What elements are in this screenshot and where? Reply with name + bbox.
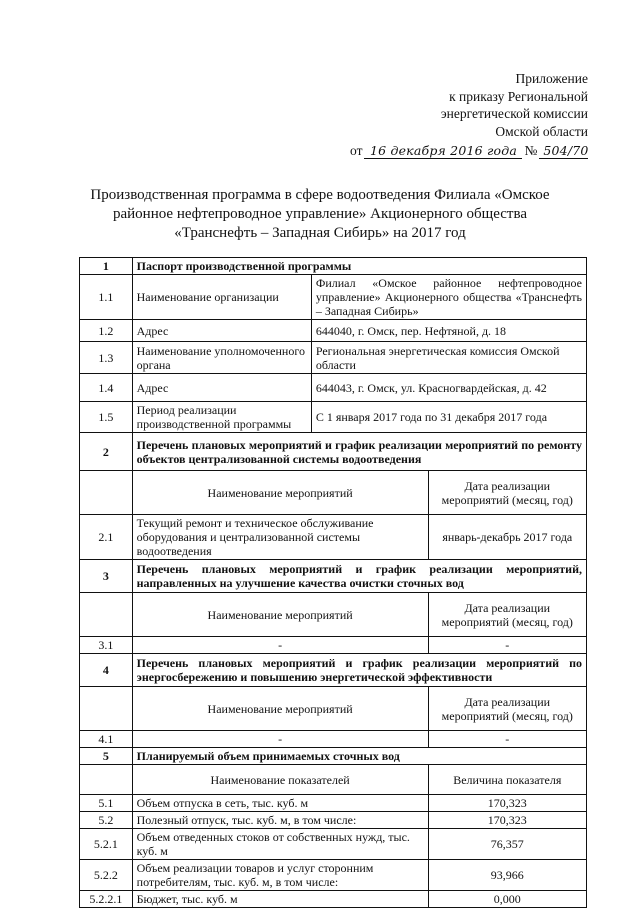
row-value: 170,323	[428, 812, 586, 829]
row-value: 76,357	[428, 829, 586, 860]
row-label: Наименование уполномоченного органа	[132, 342, 311, 374]
section-3-title: Перечень плановых мероприятий и график реализации мероприятий, направленных на улучшение качества очистки сточных вод	[132, 560, 586, 593]
row-value: 0,000	[428, 891, 586, 908]
row-name: Бюджет, тыс. куб. м	[132, 891, 428, 908]
row-value: 170,323	[428, 795, 586, 812]
row-value: Региональная энергетическая комиссия Омской области	[311, 342, 586, 374]
column-header-row	[80, 471, 587, 515]
section-4-number: 4	[80, 654, 133, 687]
row-number: 1.3	[80, 342, 133, 374]
column-header-date: Дата реализации мероприятий (месяц, год)	[428, 593, 586, 637]
handwritten-date: 16 декабря 2016 года	[364, 143, 522, 159]
row-number: 2.1	[80, 515, 133, 560]
row-value: 644040, г. Омск, пер. Нефтяной, д. 18	[311, 320, 586, 342]
table-row	[80, 320, 587, 342]
row-value: 644043, г. Омск, ул. Красногвардейская, д. 42	[311, 374, 586, 402]
row-value: Филиал «Омское районное нефтепроводное управление» Акционерного общества «Транснефть – Западная Сибирь»	[311, 275, 586, 320]
row-value: 93,966	[428, 860, 586, 891]
approval-line-3: энергетической комиссии	[440, 106, 588, 121]
column-header-row	[80, 765, 587, 795]
section-4-title: Перечень плановых мероприятий и график реализации мероприятий по энергосбережению и повышению энергетической эффективности	[132, 654, 586, 687]
row-label: Адрес	[132, 374, 311, 402]
row-name: -	[132, 731, 428, 748]
approval-line-2: к приказу Региональной	[449, 88, 588, 104]
table-row	[80, 812, 587, 829]
row-number: 3.1	[80, 637, 133, 654]
section-2-number: 2	[80, 433, 133, 471]
section-1-number: 1	[80, 258, 133, 275]
number-label: №	[524, 143, 538, 158]
table-row	[80, 829, 587, 860]
row-name: Полезный отпуск, тыс. куб. м, в том числе:	[132, 812, 428, 829]
row-date: январь-декабрь 2017 года	[428, 515, 586, 560]
section-5-header	[80, 748, 587, 765]
column-header-value: Величина показателя	[428, 765, 586, 795]
handwritten-number: 504/70	[539, 143, 588, 159]
column-header-name: Наименование мероприятий	[132, 593, 428, 637]
row-date: -	[428, 637, 586, 654]
title-line-2: районное нефтепроводное управление» Акционерного общества	[112, 206, 528, 222]
table-row	[80, 275, 587, 320]
column-header-name: Наименование мероприятий	[132, 687, 428, 731]
empty-cell	[80, 765, 133, 795]
production-program-table	[79, 257, 587, 908]
row-name: Объем отведенных стоков от собственных нужд, тыс. куб. м	[132, 829, 428, 860]
column-header-date: Дата реализации мероприятий (месяц, год)	[428, 471, 586, 515]
section-5-title: Планируемый объем принимаемых сточных вод	[132, 748, 586, 765]
empty-cell	[80, 471, 133, 515]
column-header-date: Дата реализации мероприятий (месяц, год)	[428, 687, 586, 731]
table-row	[80, 860, 587, 891]
row-number: 5.2.1	[80, 829, 133, 860]
order-date-number-line	[348, 142, 588, 160]
empty-cell	[80, 687, 133, 731]
section-1-title: Паспорт производственной программы	[132, 258, 586, 275]
row-name: Текущий ремонт и техническое обслуживание оборудования и централизованной системы водоотведения	[132, 515, 428, 560]
empty-cell	[80, 593, 133, 637]
row-date: -	[428, 731, 586, 748]
table-row	[80, 374, 587, 402]
row-name: -	[132, 637, 428, 654]
title-line-3: «Транснефть – Западная Сибирь» на 2017 год	[174, 225, 466, 241]
table-row	[80, 402, 587, 433]
document-title	[60, 186, 580, 243]
section-3-number: 3	[80, 560, 133, 593]
column-header-name: Наименование мероприятий	[132, 471, 428, 515]
row-name: Объем реализации товаров и услуг сторонним потребителям, тыс. куб. м, в том числе:	[132, 860, 428, 891]
row-value: С 1 января 2017 года по 31 декабря 2017 года	[311, 402, 586, 433]
column-header-indicator: Наименование показателей	[132, 765, 428, 795]
approval-line-1: Приложение	[515, 71, 588, 86]
section-4-header	[80, 654, 587, 687]
section-5-number: 5	[80, 748, 133, 765]
table-row	[80, 515, 587, 560]
row-number: 4.1	[80, 731, 133, 748]
table-row	[80, 637, 587, 654]
approval-block	[348, 70, 588, 160]
row-number: 1.4	[80, 374, 133, 402]
row-label: Наименование организации	[132, 275, 311, 320]
row-label: Адрес	[132, 320, 311, 342]
column-header-row	[80, 687, 587, 731]
section-3-header	[80, 560, 587, 593]
table-row	[80, 795, 587, 812]
section-2-title: Перечень плановых мероприятий и график реализации мероприятий по ремонту объектов централизованной системы водоотведения	[132, 433, 586, 471]
column-header-row	[80, 593, 587, 637]
row-number: 5.2.2.1	[80, 891, 133, 908]
approval-line-4: Омской области	[495, 123, 588, 139]
row-number: 5.2.2	[80, 860, 133, 891]
title-line-1: Производственная программа в сфере водоотведения Филиала «Омское	[90, 187, 550, 203]
row-name: Объем отпуска в сеть, тыс. куб. м	[132, 795, 428, 812]
row-number: 5.1	[80, 795, 133, 812]
row-label: Период реализации производственной программы	[132, 402, 311, 433]
row-number: 1.2	[80, 320, 133, 342]
from-label: от	[350, 143, 363, 158]
row-number: 1.5	[80, 402, 133, 433]
row-number: 1.1	[80, 275, 133, 320]
row-number: 5.2	[80, 812, 133, 829]
table-row	[80, 731, 587, 748]
section-1-header	[80, 258, 587, 275]
section-2-header	[80, 433, 587, 471]
table-row	[80, 342, 587, 374]
